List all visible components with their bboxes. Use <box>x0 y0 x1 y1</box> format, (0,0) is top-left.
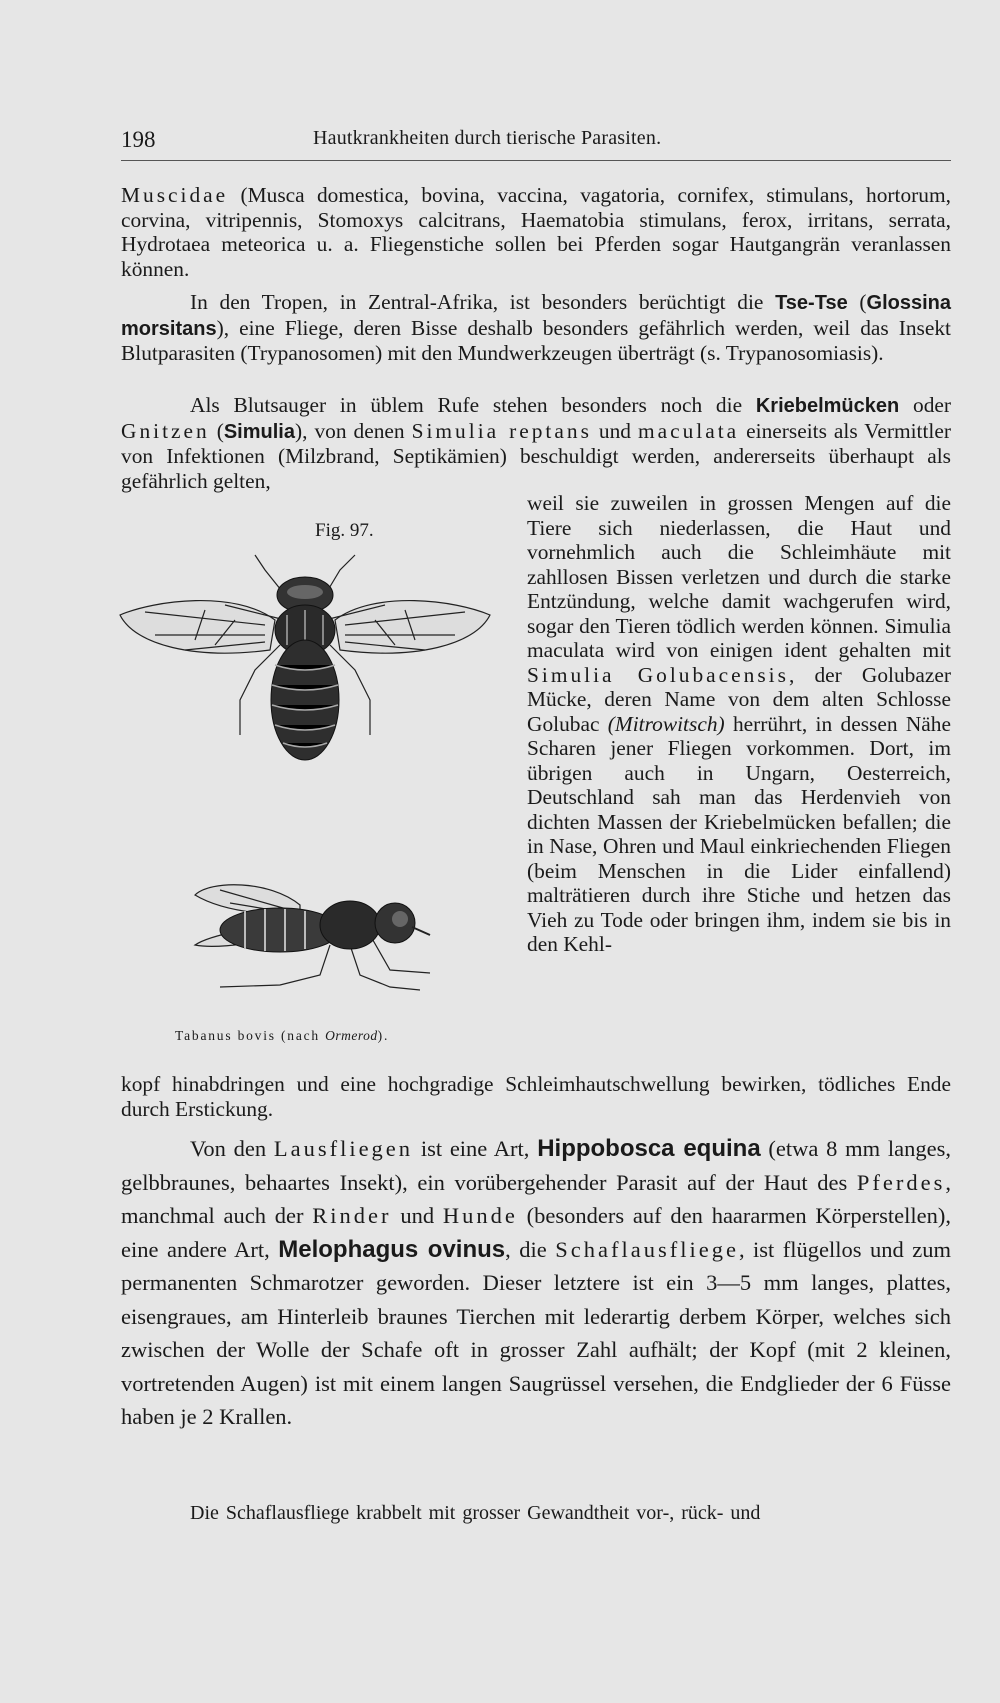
tsetse-text-1: In den Tropen, in Zentral-Afrika, ist besonders berüchtigt die <box>190 290 776 314</box>
figure-label: Fig. 97. <box>315 520 374 541</box>
laus-text-3: (etwa 8 mm langes, gelbbraunes, behaartes Insekt), ein vorübergehender Parasit auf der Haut des <box>121 1136 952 1195</box>
laus-text-7: , die <box>505 1236 556 1262</box>
laus-text-5: und <box>391 1203 443 1228</box>
hippobosca-term: Hippobosca equina <box>537 1135 761 1162</box>
laus-text-4: , manchmal auch der <box>121 1169 951 1228</box>
tsetse-text-2: ( <box>847 290 867 314</box>
wrap-text-2: , der Golubazer Mücke, deren Name von dem alten Schlosse Golubac <box>527 662 951 736</box>
caption-main: Tabanus bovis (nach <box>175 1028 326 1043</box>
mitrowitsch-citation: (Mitrowitsch) <box>607 711 725 736</box>
laus-text-1: Von den <box>190 1136 274 1161</box>
hunde-term: Hunde <box>442 1203 518 1228</box>
golubacensis-term: Simulia Golubacensis <box>527 662 789 687</box>
simulia-text-3: ( <box>209 418 224 443</box>
paragraph-lausfliegen <box>121 1132 951 1434</box>
muscidae-label: Muscidae <box>121 183 229 207</box>
rinder-term: Rinder <box>312 1203 392 1228</box>
caption-end: ). <box>377 1028 390 1043</box>
paragraph-simulia <box>121 393 951 493</box>
paragraph-muscidae <box>121 183 951 281</box>
running-title: Hautkrankheiten durch tierische Parasiten. <box>313 127 662 149</box>
fly-side-view-illustration <box>190 875 450 1005</box>
page-number: 198 <box>121 127 156 152</box>
laus-text-6: (besonders auf den haararmen Körperstellen), eine andere Art, <box>121 1203 951 1262</box>
wrap-text-1: weil sie zuweilen in grossen Mengen auf die Tiere sich niederlassen, die Haut und vornehmlich auch die Schleimhäute mit zahllosen Bissen verletzen und durch die starke Entzündung, welche damit wachgerufen wird, sogar den Tieren tödlich werden können. Simulia maculata wird von einigen ident gehalten mit <box>527 491 951 662</box>
header-rule <box>121 160 951 161</box>
simulia-term: Simulia <box>223 420 295 443</box>
melophagus-term: Melophagus ovinus <box>278 1235 506 1263</box>
paragraph-simulia-tail: kopf hinabdringen und eine hochgradige Schleimhautschwellung bewirken, tödliches Ende durch Erstickung. <box>121 1072 951 1121</box>
paragraph-last-line: Die Schaflausfliege krabbelt mit grosser Gewandtheit vor-, rück- und <box>190 1502 761 1524</box>
caption-source: Ormerod <box>325 1028 378 1043</box>
figure-caption <box>175 1028 389 1044</box>
muscidae-text: (Musca domestica, bovina, vaccina, vagatoria, cornifex, stimulans, hortorum, corvina, vitripennis, Stomoxys calcitrans, Haematobia stimulans, ferox, irritans, serrata, Hydrotaea meteorica u. a. Fliegenstiche sollen bei Pferden sogar Hautgangrän veranlassen können. <box>121 183 951 281</box>
pferdes-term: Pferdes <box>856 1169 946 1195</box>
simulia-text-1: Als Blutsauger in üblem Rufe stehen besonders noch die <box>190 393 756 417</box>
lausfliegen-term: Lausfliegen <box>273 1136 414 1161</box>
tsetse-term: Tse-Tse <box>775 292 848 314</box>
paragraph-tsetse <box>121 290 951 366</box>
fly-top-view-illustration <box>115 550 495 800</box>
page-header <box>121 127 951 157</box>
simulia-text-2: oder <box>899 393 952 417</box>
maculata-term: maculata <box>637 418 740 443</box>
simulia-text-6: einerseits als Vermittler von Infektionen (Milzbrand, Septikämien) beschuldigt werden, andererseits überhaupt als gefährlich gelten, <box>121 418 951 493</box>
paragraph-simulia-wrap <box>527 491 951 957</box>
simulia-text-5: und <box>591 418 638 443</box>
kriebelmuecken-term: Kriebelmücken <box>755 395 900 417</box>
wrap-text-3: herrührt, in dessen Nähe Scharen jener Fliegen vorkommen. Dort, im übrigen auch in Ungarn, Oesterreich, Deutschland sah man das Herdenvieh von dichten Massen der Kriebelmücken befallen; die in Nase, Ohren und Maul einkriechenden Fliegen (beim Menschen in die Lider einfallend) malträtieren durch ihre Stiche und hetzen das Vieh zu Tode oder bringen ihm, indem sie bis in den Kehl- <box>527 711 951 956</box>
schaflausfliege-term: Schaflausfliege <box>555 1236 739 1262</box>
laus-text-8: , ist flügellos und zum permanenten Schmarotzer geworden. Dieser letztere ist ein 3—5 mm langes, plattes, eisengraues, am Hinterleib braunes Tierchen mit lederartig derbem Körper, welches sich zwischen der Wolle der Schafe oft in grosser Zahl aufhält; der Kopf (mit 2 kleinen, vortretenden Augen) ist mit einem langen Saugrüssel versehen, die Endglieder der 6 Füsse haben je 2 Krallen. <box>121 1236 951 1429</box>
simulia-reptans-term: Simulia reptans <box>411 418 592 443</box>
simulia-text-4: ), von denen <box>294 418 412 443</box>
tsetse-text-3: ), eine Fliege, deren Bisse deshalb besonders gefährlich werden, weil das Insekt Blutparasiten (Trypanosomen) mit den Mundwerkzeugen überträgt (s. Trypanosomiasis). <box>121 315 951 365</box>
laus-text-2: ist eine Art, <box>413 1136 538 1161</box>
gnitzen-term: Gnitzen <box>121 418 210 443</box>
glossina-term: Glossina morsitans <box>121 292 951 340</box>
